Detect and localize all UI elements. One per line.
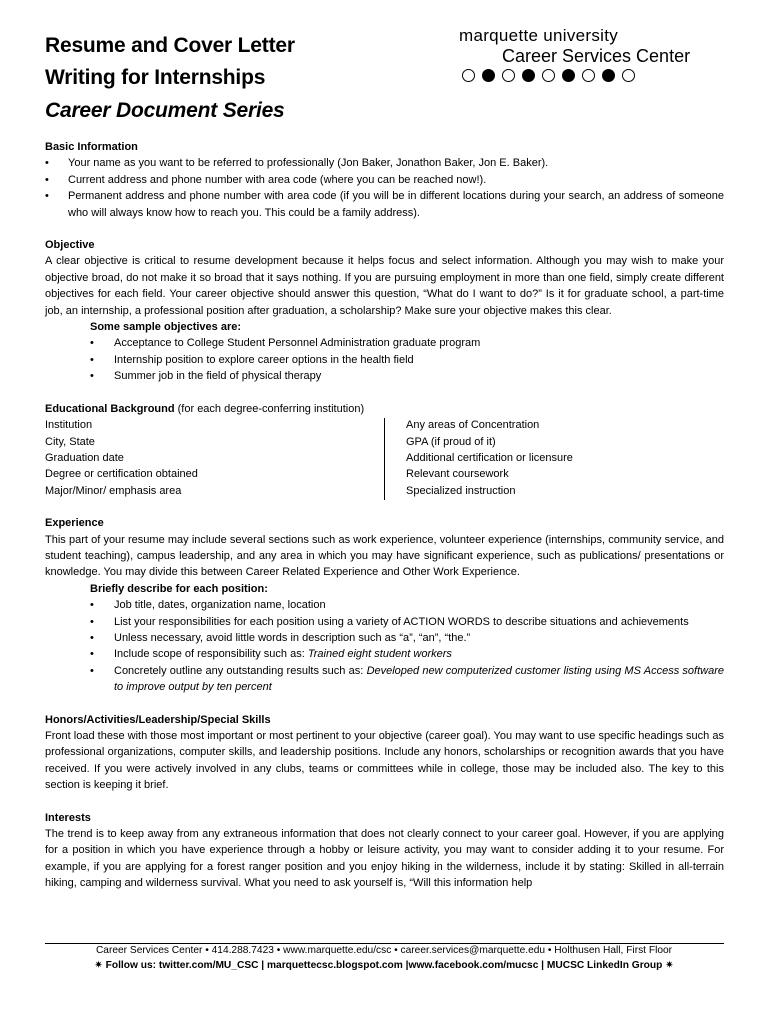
document-body	[45, 139, 724, 892]
list-item: • Acceptance to College Student Personnel Administration graduate program	[90, 335, 724, 351]
footer-social-line: ✷ Follow us: twitter.com/MU_CSC | marquettecsc.blogspot.com |www.facebook.com/mucsc | MUCSC LinkedIn Group ✷	[94, 960, 674, 971]
list-item: • Unless necessary, avoid little words in description such as “a”, “an”, “the.”	[90, 630, 724, 646]
education-item: Additional certification or licensure	[406, 451, 573, 464]
open-dot	[462, 69, 475, 82]
list-item: • Job title, dates, organization name, location	[90, 597, 724, 613]
experience-heading: Experience	[45, 517, 104, 530]
honors-heading: Honors/Activities/Leadership/Special Skills	[45, 713, 271, 726]
brand-dot-row	[462, 69, 635, 82]
education-item: Relevant coursework	[406, 468, 509, 481]
open-dot	[582, 69, 595, 82]
basic-info-list	[45, 155, 724, 221]
document-title-line2: Writing for Internships	[45, 66, 266, 89]
education-heading	[45, 401, 724, 417]
list-item: • Current address and phone number with area code (where you can be reached now!).	[45, 172, 724, 188]
column-divider	[384, 418, 385, 500]
open-dot	[622, 69, 635, 82]
education-item: City, State	[45, 435, 95, 448]
list-item: • List your responsibilities for each position using a variety of ACTION WORDS to describe situations and achievements	[90, 614, 724, 630]
education-right-column	[385, 417, 573, 499]
education-item: GPA (if proud of it)	[406, 435, 496, 448]
interests-heading: Interests	[45, 811, 91, 824]
list-item: • Summer job in the field of physical therapy	[90, 368, 724, 384]
list-item: • Permanent address and phone number with area code (if you will be in different locations during your search, an address of someone who will always know how to reach you. This could be a family address).	[45, 188, 724, 221]
filled-dot	[522, 69, 535, 82]
education-item: Major/Minor/ emphasis area	[45, 484, 182, 497]
education-columns	[45, 417, 724, 499]
education-item: Specialized instruction	[406, 484, 516, 497]
position-guidelines-list	[90, 597, 724, 695]
education-item: Any areas of Concentration	[406, 419, 540, 432]
brand-center: Career Services Center	[502, 46, 691, 66]
filled-dot	[602, 69, 615, 82]
brand-university: marquette university	[459, 26, 619, 45]
brand-logo	[459, 27, 739, 67]
list-item: • Your name as you want to be referred to professionally (Jon Baker, Jonathon Baker, Jon E. Baker).	[45, 155, 724, 171]
objective-paragraph: A clear objective is critical to resume development because it helps focus and select information. Although you may wish to make your objective broad, do not make it so broad that it says nothing. If you are pursuing employment in more than one field, simply create different objectives for each field. Your career objective should answer this question, “What do I want to do?” Is it for graduate school, a part-time job, an internship, a professional position after graduation, a scholarship? Make sure your objective makes this clear.	[45, 255, 724, 317]
education-left-column	[45, 417, 385, 499]
contact-footer	[0, 943, 768, 973]
filled-dot	[562, 69, 575, 82]
education-item: Degree or certification obtained	[45, 468, 198, 481]
education-heading-label: Educational Background	[45, 402, 175, 415]
list-item: • Internship position to explore career options in the health field	[90, 352, 724, 368]
objective-heading: Objective	[45, 239, 95, 252]
filled-dot	[482, 69, 495, 82]
list-item: • Include scope of responsibility such as: Trained eight student workers	[90, 646, 724, 662]
basic-info-heading: Basic Information	[45, 141, 138, 153]
open-dot	[502, 69, 515, 82]
education-heading-note: (for each degree-conferring institution)	[174, 402, 365, 415]
interests-paragraph: The trend is to keep away from any extraneous information that does not clearly connect to your career goal. However, if you are applying for a position in which you have experience through a hobby or leisure activity, you may want to consider adding it to your resume. For example, if you are applying for a forest ranger position and you enjoy hiking in the wilderness, include it by stating: Skilled in all-terrain hiking, camping and wilderness survival. What you need to ask yourself is, “Will this information help	[45, 828, 724, 890]
education-item: Institution	[45, 419, 93, 432]
experience-paragraph: This part of your resume may include several sections such as work experience, volunteer experience (internships, community service, and student teaching), campus leadership, and any area in which you may have significant experience, such as publications/ presentations or knowledge. You may divide this between Career Related Experience and Other Work Experience.	[45, 533, 724, 579]
sample-objectives-list	[90, 335, 724, 384]
document-title-line1: Resume and Cover Letter	[45, 34, 295, 57]
sample-objectives	[45, 319, 724, 385]
footer-contact-line: Career Services Center • 414.288.7423 • www.marquette.edu/csc • career.services@marquette.edu • Holthusen Hall, First Floor	[95, 945, 673, 956]
open-dot	[542, 69, 555, 82]
position-guidelines	[45, 581, 724, 696]
list-item: • Concretely outline any outstanding results such as: Developed new computerized customer listing using MS Access software to improve output by ten percent	[90, 663, 724, 696]
position-guidelines-heading: Briefly describe for each position:	[90, 582, 268, 595]
sample-objectives-heading: Some sample objectives are:	[90, 321, 242, 334]
series-subtitle: Career Document Series	[45, 99, 285, 122]
honors-paragraph: Front load these with those most important or most pertinent to your objective (career goal). You may want to use specific headings such as professional organizations, computer skills, and leadership positions. Include any honors, scholarships or recognition awards that you have received. If you were actively involved in any clubs, teams or committees while in college, those may be included also. The key to this section is keeping it brief.	[45, 730, 724, 792]
education-item: Graduation date	[45, 451, 124, 464]
